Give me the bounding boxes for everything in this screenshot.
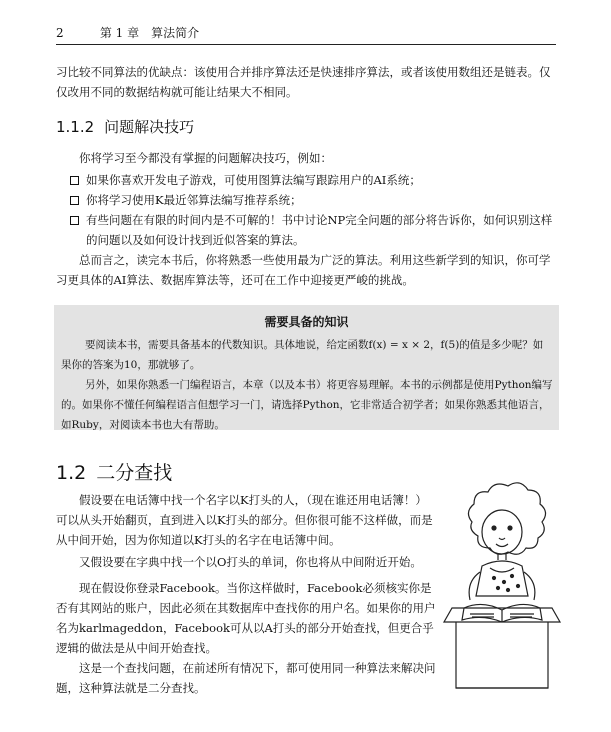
- list-item: 如果你喜欢开发电子游戏，可使用图算法编写跟踪用户的AI系统；: [70, 170, 558, 190]
- prerequisites-title: 需要具备的知识: [264, 315, 349, 329]
- list-item: 有些问题在有限的时间内是不可解的！书中讨论NP完全问题的部分将告诉你，如何识别这样的问题以及如何设计找到近似答案的算法。: [70, 210, 558, 250]
- body-paragraph-1: 假设要在电话簿中找一个名字以K打头的人，（现在谁还用电话簿！）可以从头开始翻页，直到进入以K打头的部分。但你很可能不这样做，而是从中间开始，因为你知道以K打头的名字在电话簿中间。: [56, 493, 433, 547]
- section-title: 二分查找: [96, 462, 173, 484]
- section-number: 1.1.2: [56, 118, 95, 136]
- section-lead: 你将学习至今都没有掌握的问题解决技巧，例如：: [79, 151, 332, 165]
- section-heading-1-2: [56, 458, 172, 485]
- technique-list: [70, 170, 558, 250]
- list-item: 你将学习使用K最近邻算法编写推荐系统；: [70, 190, 558, 210]
- prerequisites-para-1: 要阅读本书，需要具备基本的代数知识。具体地说，给定函数f(x) = x × 2，f(5)的值是多少呢？如果你的答案为10，那就够了。: [61, 339, 544, 371]
- page-number: 2: [56, 26, 64, 40]
- checkbox-bullet-icon: [70, 196, 79, 205]
- section-heading-1-1-2: [56, 116, 194, 137]
- body-paragraph-4: 这是一个查找问题，在前述所有情况下，都可使用同一种算法来解决问题，这种算法就是二分查找。: [56, 661, 436, 695]
- girl-reading-book-illustration: [442, 482, 562, 697]
- intro-paragraph: 习比较不同算法的优缺点：该使用合并排序算法还是快速排序算法，或者该使用数组还是链表。仅仅改用不同的数据结构就可能让结果大不相同。: [56, 65, 551, 99]
- chapter-title: 第 1 章 算法简介: [99, 26, 200, 40]
- body-paragraph-2: 又假设要在字典中找一个以O打头的单词，你也将从中间附近开始。: [79, 555, 422, 569]
- header-rule: [56, 44, 556, 45]
- body-paragraph-3: 现在假设你登录Facebook。当你这样做时，Facebook必须核实你是否有其网站的账户，因此必须在其数据库中查找你的用户名。如果你的用户名为karlmageddon，Facebook可从以A打头的部分开始查找，但更合乎逻辑的做法是从中间开始查找。: [56, 581, 436, 655]
- checkbox-bullet-icon: [70, 176, 79, 185]
- section-title: 问题解决技巧: [104, 118, 195, 136]
- checkbox-bullet-icon: [70, 216, 79, 225]
- section-number: 1.2: [56, 462, 87, 484]
- summary-paragraph: 总而言之，读完本书后，你将熟悉一些使用最为广泛的算法。利用这些新学到的知识，你可学习更具体的AI算法、数据库算法等，还可在工作中迎接更严峻的挑战。: [56, 253, 551, 287]
- prerequisites-para-2: 另外，如果你熟悉一门编程语言，本章（以及本书）将更容易理解。本书的示例都是使用Python编写的。如果你不懂任何编程语言但想学习一门，请选择Python，它非常适合初学者；如果你熟悉其他语言，如Ruby，对阅读本书也大有帮助。: [61, 379, 553, 431]
- running-header: [56, 24, 556, 41]
- prerequisites-box: [54, 305, 559, 430]
